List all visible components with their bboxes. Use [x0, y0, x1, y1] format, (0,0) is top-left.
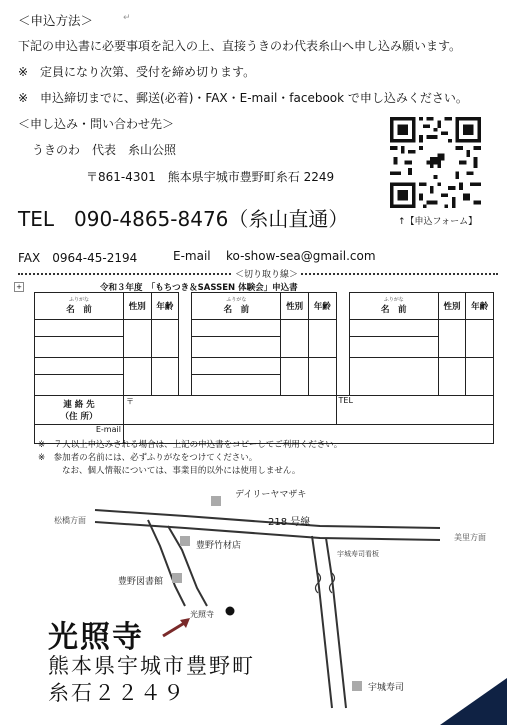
lumber-store-marker [180, 536, 190, 546]
corner-decoration [440, 678, 507, 725]
note-privacy: なお、個人情報については、事業目的以外には使用しません。 [62, 466, 301, 476]
method-note1: ※ 定員になり次第、受付を締め切ります。 [18, 65, 256, 79]
side-road-left-edge [148, 520, 185, 606]
address-label: （住 所） [60, 412, 98, 422]
method-line1 [18, 37, 461, 54]
empty-cell [438, 358, 466, 396]
map-lumber: 豊野竹材店 [196, 541, 242, 551]
contact-label: 連 絡 先 [63, 400, 95, 410]
col-gap [336, 320, 349, 337]
col-gap [179, 293, 192, 320]
name-cell[interactable] [192, 375, 281, 396]
application-form [34, 292, 494, 444]
uki-sushi-marker [352, 681, 362, 691]
map-temple-label: 光照寺 [190, 610, 214, 619]
note-copy: ※ ７人以上申込みされる場合は、上記の申込書をコピーしてご利用ください。 [38, 440, 343, 450]
contact-address: 〒861-4301 熊本県宇城市豊野町糸石 2249 [86, 170, 335, 184]
gender-cell[interactable] [281, 358, 309, 396]
map-daily: デイリーヤマザキ [235, 490, 307, 500]
temple-name: 光照寺 [48, 620, 144, 655]
col-gap [336, 375, 349, 396]
gender-cell[interactable] [438, 320, 466, 358]
col-gap [336, 337, 349, 358]
col-age-3: 年齢 [466, 293, 494, 320]
daily-yamazaki-marker [211, 496, 221, 506]
furigana-label: ふりがな [226, 296, 247, 303]
col-name-2 [192, 293, 281, 320]
col-age-1: 年齢 [151, 293, 179, 320]
age-cell[interactable] [466, 320, 494, 358]
method-heading: ＜申込方法＞ [18, 13, 94, 28]
col-gap [179, 375, 192, 396]
map-route: 218 号線 [268, 517, 311, 528]
col-gender-3: 性別 [438, 293, 466, 320]
empty-cell [466, 358, 494, 396]
name-cell[interactable] [349, 337, 438, 358]
map-sushi-sign: 宇城寿司看板 [337, 550, 379, 558]
note-furigana: ※ 参加者の名前には、必ずふりがなをつけてください。 [38, 453, 258, 463]
name-cell[interactable] [192, 320, 281, 337]
temple-address-1: 熊本県宇城市豊野町 [48, 654, 255, 678]
col-age-2: 年齢 [308, 293, 336, 320]
furigana-label: ふりがな [68, 296, 89, 303]
gender-cell[interactable] [123, 320, 151, 358]
age-cell[interactable] [151, 358, 179, 396]
col-gap [336, 293, 349, 320]
gender-cell[interactable] [123, 358, 151, 396]
map-misato: 美里方面 [454, 533, 486, 542]
map-sushi: 宇城寿司 [368, 683, 405, 693]
col-name-3 [349, 293, 438, 320]
furigana-label: ふりがな [383, 296, 404, 303]
age-cell[interactable] [308, 320, 336, 358]
library-marker [172, 573, 182, 583]
map-matsubase: 松橋方面 [54, 516, 86, 525]
contact-tel: TEL 090-4865-8476（糸山直通） [18, 207, 349, 231]
temple-arrow [163, 622, 186, 636]
qr-caption: ↑【申込フォーム】 [398, 217, 478, 227]
email-label: E-mail [95, 425, 121, 434]
name-cell[interactable] [192, 337, 281, 358]
contact-org: うきのわ 代表 糸山公照 [32, 143, 177, 157]
col-name-1 [35, 293, 124, 320]
name-header: 名 前 [381, 304, 407, 315]
col-gap [179, 358, 192, 375]
col-gender-2: 性別 [281, 293, 309, 320]
name-cell[interactable] [35, 337, 124, 358]
cut-label: ＜切り取り線＞ [232, 267, 301, 280]
age-cell[interactable] [151, 320, 179, 358]
postal-mark: 〒 [125, 397, 134, 406]
qr-code[interactable] [390, 117, 481, 208]
gender-cell[interactable] [281, 320, 309, 358]
col-gap [336, 358, 349, 375]
tel-cell[interactable] [336, 396, 493, 425]
contact-fax: FAX 0964-45-2194 [18, 251, 138, 265]
name-cell[interactable] [35, 358, 124, 375]
contact-email-label: E-mail [173, 249, 211, 263]
temple-address-2: 糸石２２４９ [48, 681, 186, 705]
name-cell[interactable] [349, 320, 438, 337]
col-gap [179, 337, 192, 358]
col-gender-1: 性別 [123, 293, 151, 320]
name-cell[interactable] [35, 375, 124, 396]
temple-marker [226, 607, 235, 616]
name-header: 名 前 [66, 304, 92, 315]
address-cell[interactable] [123, 396, 336, 425]
name-header: 名 前 [223, 304, 250, 315]
contact-email[interactable]: ko-show-sea@gmail.com [226, 249, 376, 263]
tel-label: TEL [338, 396, 353, 405]
age-cell[interactable] [308, 358, 336, 396]
method-line1-text: 下記の申込書に必要事項を記入の上、直接うきのわ代表糸山へ申し込み願います。 [18, 39, 462, 53]
form-title: 令和３年度 「もちつき＆SASSEN 体験会」申込書 [100, 283, 298, 293]
method-note2: ※ 申込締切までに、郵送(必着)・FAX・E-mail・facebook で申し込みください。 [18, 91, 468, 105]
map-library: 豊野図書館 [118, 577, 164, 587]
name-cell[interactable] [192, 358, 281, 375]
col-gap [179, 320, 192, 337]
empty-cell [349, 358, 438, 396]
return-mark: ↵ [123, 13, 131, 23]
contact-heading: ＜申し込み・問い合わせ先＞ [18, 117, 175, 131]
contact-label-cell [35, 396, 124, 425]
name-cell[interactable] [35, 320, 124, 337]
table-move-icon[interactable]: + [14, 282, 24, 292]
